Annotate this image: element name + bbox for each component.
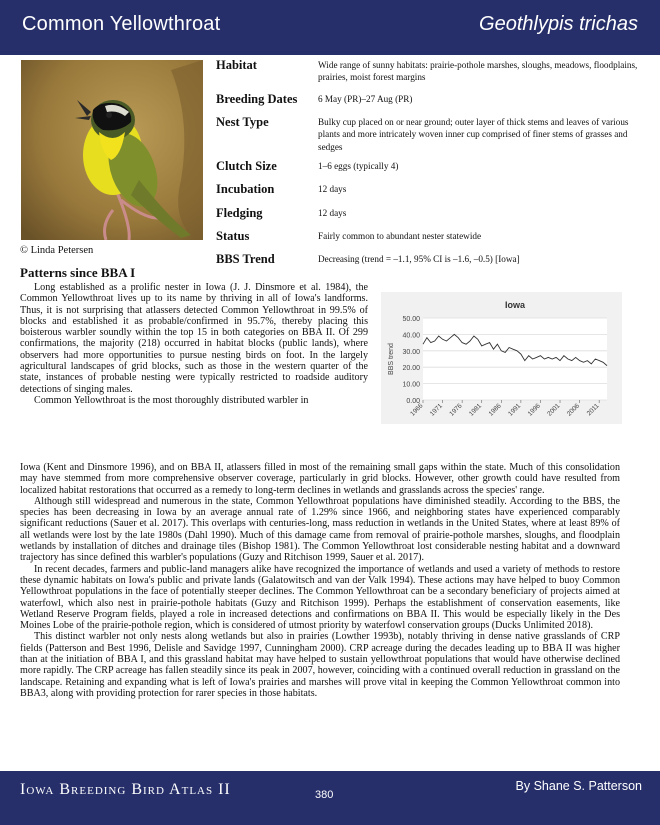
body-text-full xyxy=(20,462,620,699)
body-text-wrapped xyxy=(20,282,368,406)
fact-label: Status xyxy=(216,229,250,243)
x-tick-label: 1971 xyxy=(428,402,444,418)
paragraph: Iowa (Kent and Dinsmore 1996), and on BBA II, atlassers filled in most of the remaining small gaps within the state. Much of this consolidation may have stemmed from more comprehensive observer coverage, particularly in grid blocks. However, other growth could have resulted from localized habitat restorations that occurred as a remedy to long-term declines in wetlands and grasslands across the species' range. xyxy=(20,462,620,496)
y-tick-label: 20.00 xyxy=(402,365,420,373)
x-tick-label: 2011 xyxy=(585,402,601,418)
fact-label: BBS Trend xyxy=(216,252,275,266)
common-yellowthroat-illustration xyxy=(21,60,203,240)
x-tick-label: 1996 xyxy=(526,402,542,418)
fact-label: Incubation xyxy=(216,182,275,196)
header-bar xyxy=(0,0,660,55)
fact-label: Breeding Dates xyxy=(216,92,298,106)
x-tick-label: 2006 xyxy=(565,402,582,418)
fact-label: Nest Type xyxy=(216,115,269,129)
fact-value: Wide range of sunny habitats: prairie-pothole marshes, sloughs, meadows, floodplains, prairies, moist forest margins xyxy=(318,60,638,83)
fact-value: 12 days xyxy=(318,184,347,194)
bird-photo xyxy=(21,60,203,240)
paragraph: Long established as a prolific nester in Iowa (J. J. Dinsmore et al. 1984), the Common Yellowthroat lives up to its name by thriving in all of Iowa's landforms. Thus, it is not surprising that atlassers detected Common Yellowthroat in 99.5% of blocks and established it as probable/confirmed in 95.7%, thereby placing this boisterous warbler soundly within the top 15 in both categories on BBA II. Of 299 confirmations, the majority (218) occurred in habitat blocks (public lands), where observers had more opportunities to pursue nesting birds on foot. In the largely agricultural landscapes of grid blocks, such as those in the western quarter of the state, instances of probable nesting were typically restricted to roadside auditory detections of singing males. xyxy=(20,282,368,395)
fact-value: Bulky cup placed on or near ground; outer layer of thick stems and leaves of various plants and more intricately woven inner cup comprised of finer stems of grasses and sedges xyxy=(318,117,629,152)
y-tick-label: 10.00 xyxy=(402,381,420,389)
bbs-trend-chart xyxy=(381,292,622,424)
plot-area xyxy=(423,318,607,400)
fact-value: Decreasing (trend = –1.1, 95% CI is –1.6, –0.5) [Iowa] xyxy=(318,254,520,264)
x-tick-label: 1986 xyxy=(487,402,503,418)
y-tick-label: 40.00 xyxy=(402,332,420,340)
x-tick-label: 1966 xyxy=(409,402,425,418)
x-tick-label: 1981 xyxy=(467,402,484,418)
fact-value: Fairly common to abundant nester statewide xyxy=(318,231,482,241)
fact-label: Clutch Size xyxy=(216,159,277,173)
x-tick-label: 1991 xyxy=(507,402,523,418)
x-tick-label: 1976 xyxy=(448,402,464,418)
common-name: Common Yellowthroat xyxy=(22,13,221,35)
footer-bar xyxy=(0,771,660,825)
paragraph: Common Yellowthroat is the most thoroughly distributed warbler in xyxy=(34,394,309,406)
author-credit: By Shane S. Patterson xyxy=(515,779,642,793)
fact-value: 12 days xyxy=(318,208,347,218)
page-number: 380 xyxy=(315,789,334,801)
x-tick-label: 2001 xyxy=(546,402,562,418)
section-title: Patterns since BBA I xyxy=(20,265,136,280)
fact-value: 1–6 eggs (typically 4) xyxy=(318,161,399,171)
chart-title: Iowa xyxy=(504,300,526,310)
y-axis-label: BBS trend xyxy=(388,343,395,375)
photo-credit: © Linda Petersen xyxy=(20,245,94,256)
paragraph: In recent decades, farmers and public-land managers alike have recognized the importance of wetlands and used a variety of methods to restore these dynamic habitats on Iowa's public and private lands (Galatowitsch and van der Valk 1994). These actions may have helped to buoy Common Yellowthroat populations in the face of potentially steeper declines. The Common Yellowthroat can be a secondary beneficiary of projects aimed at waterfowl, which also nest in prairie-pothole habitats (Guzy and Ritchison 1999). Perhaps the establishment of conservation easements, like Wetland Reserve Program fields, played a role in increased detections and confirmations on BBA II. This would be especially likely in the Des Moines Lobe of the prairie-pothole region, which is considered of utmost priority by waterfowl conservation groups (Ducks Unlimited 2018). xyxy=(20,563,620,632)
y-tick-label: 50.00 xyxy=(402,316,420,323)
paragraph: This distinct warbler not only nests along wetlands but also in prairies (Lowther 1993b), notably thriving in dense native grasslands of CRP fields (Patterson and Best 1996, Delisle and Savidge 1997, Cunningham 2000). CRP acreage during the decades leading up to BBA II was higher than at the initiation of BBA I, and this grassland habitat may have helped to sustain yellowthroat populations that would have otherwise declined more rapidly. The CRP acreage has fallen steadily since its peak in 2007, however, coinciding with a continued overall reduction in grassland on the landscape. Retaining and expanding what is left of Iowa's prairies and marshes will prove vital in keeping the Common Yellowthroat common into BBA3, along with providing protection for rarer species in those habitats. xyxy=(20,631,620,699)
atlas-title: Iowa Breeding Bird Atlas II xyxy=(20,781,231,798)
scientific-name: Geothlypis trichas xyxy=(479,13,638,35)
fact-label: Fledging xyxy=(216,206,263,220)
chart-svg xyxy=(381,292,622,424)
fact-value: 6 May (PR)–27 Aug (PR) xyxy=(318,94,413,104)
paragraph: Although still widespread and numerous in the state, Common Yellowthroat populations have diminished steadily. According to the BBS, the species has been decreasing in Iowa by an average annual rate of 1.29% since 1966, and neighboring states have experienced comparably significant reductions (Sauer et al. 2017). This overlaps with centuries-long, mass reduction in wetlands in the United States, where at least 89% of all wetlands were lost by the late 1980s (Dahl 1990). Much of this damage came from removal of prairie-pothole marshes, sloughs, and floodplain wetlands by installation of ditches and drainage tiles (Bishop 1981). The Common Yellowthroat lost considerable nesting habitat and a downward trajectory has since defined this warbler's populations (Guzy and Ritchison 1999, Sauer et al. 2017). xyxy=(20,495,620,564)
y-tick-label: 0.00 xyxy=(406,398,420,405)
y-tick-label: 30.00 xyxy=(402,348,420,356)
fact-label: Habitat xyxy=(216,58,257,72)
